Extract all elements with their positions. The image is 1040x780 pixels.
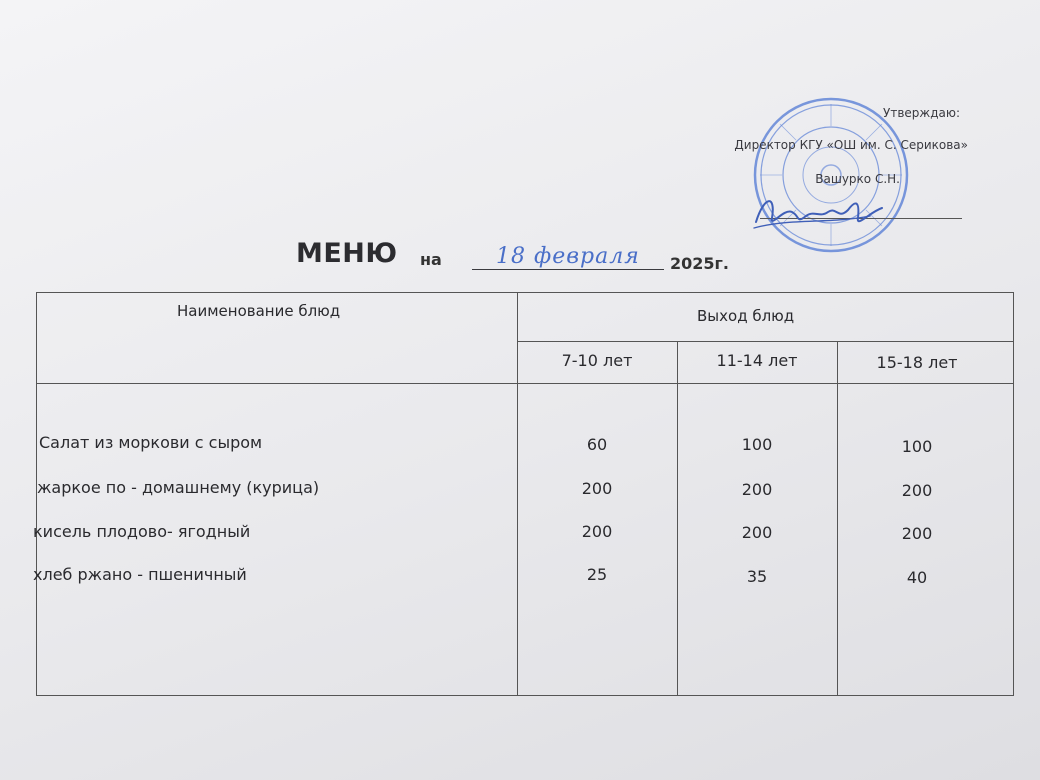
header-output: Выход блюд	[697, 307, 795, 325]
director-name: Вашурко С.Н.	[815, 172, 900, 186]
col-divider-2	[837, 341, 838, 695]
dish-name: Салат из моркови с сыром	[39, 433, 263, 452]
menu-table	[33, 292, 1014, 696]
menu-title: МЕНЮ	[296, 238, 398, 269]
dish-value: 40	[906, 568, 928, 587]
dish-value: 200	[901, 481, 933, 500]
col-divider-name	[517, 293, 518, 695]
director-label: Директор КГУ «ОШ им. С. Серикова»	[734, 138, 968, 152]
handwritten-date: 18 февраля	[496, 244, 640, 269]
header-split-line	[517, 341, 1013, 342]
signature	[750, 188, 890, 234]
header-dish-name: Наименование блюд	[177, 302, 341, 320]
header-age-group: 7-10 лет	[561, 351, 633, 370]
col-divider-1	[677, 341, 678, 695]
dish-name: жаркое по - домашнему (курица)	[37, 478, 320, 497]
dish-value: 200	[581, 479, 613, 498]
title-year: 2025г.	[670, 254, 729, 273]
dish-value: 25	[586, 565, 608, 584]
dish-value: 200	[581, 522, 613, 541]
header-bottom-line	[37, 383, 1013, 384]
dish-value: 100	[741, 435, 773, 454]
header-age-group: 11-14 лет	[716, 351, 798, 370]
dish-value: 35	[746, 567, 768, 586]
dish-name: кисель плодово- ягодный	[33, 522, 251, 541]
title-on-word: на	[420, 250, 442, 269]
dish-value: 60	[586, 435, 608, 454]
header-age-group: 15-18 лет	[876, 353, 958, 372]
approve-label: Утверждаю:	[883, 106, 960, 120]
title-row	[296, 236, 756, 276]
dish-value: 200	[741, 523, 773, 542]
date-underline	[472, 269, 664, 270]
dish-value: 100	[901, 437, 933, 456]
dish-value: 200	[741, 480, 773, 499]
dish-value: 200	[901, 524, 933, 543]
dish-name: хлеб ржано - пшеничный	[33, 565, 247, 584]
